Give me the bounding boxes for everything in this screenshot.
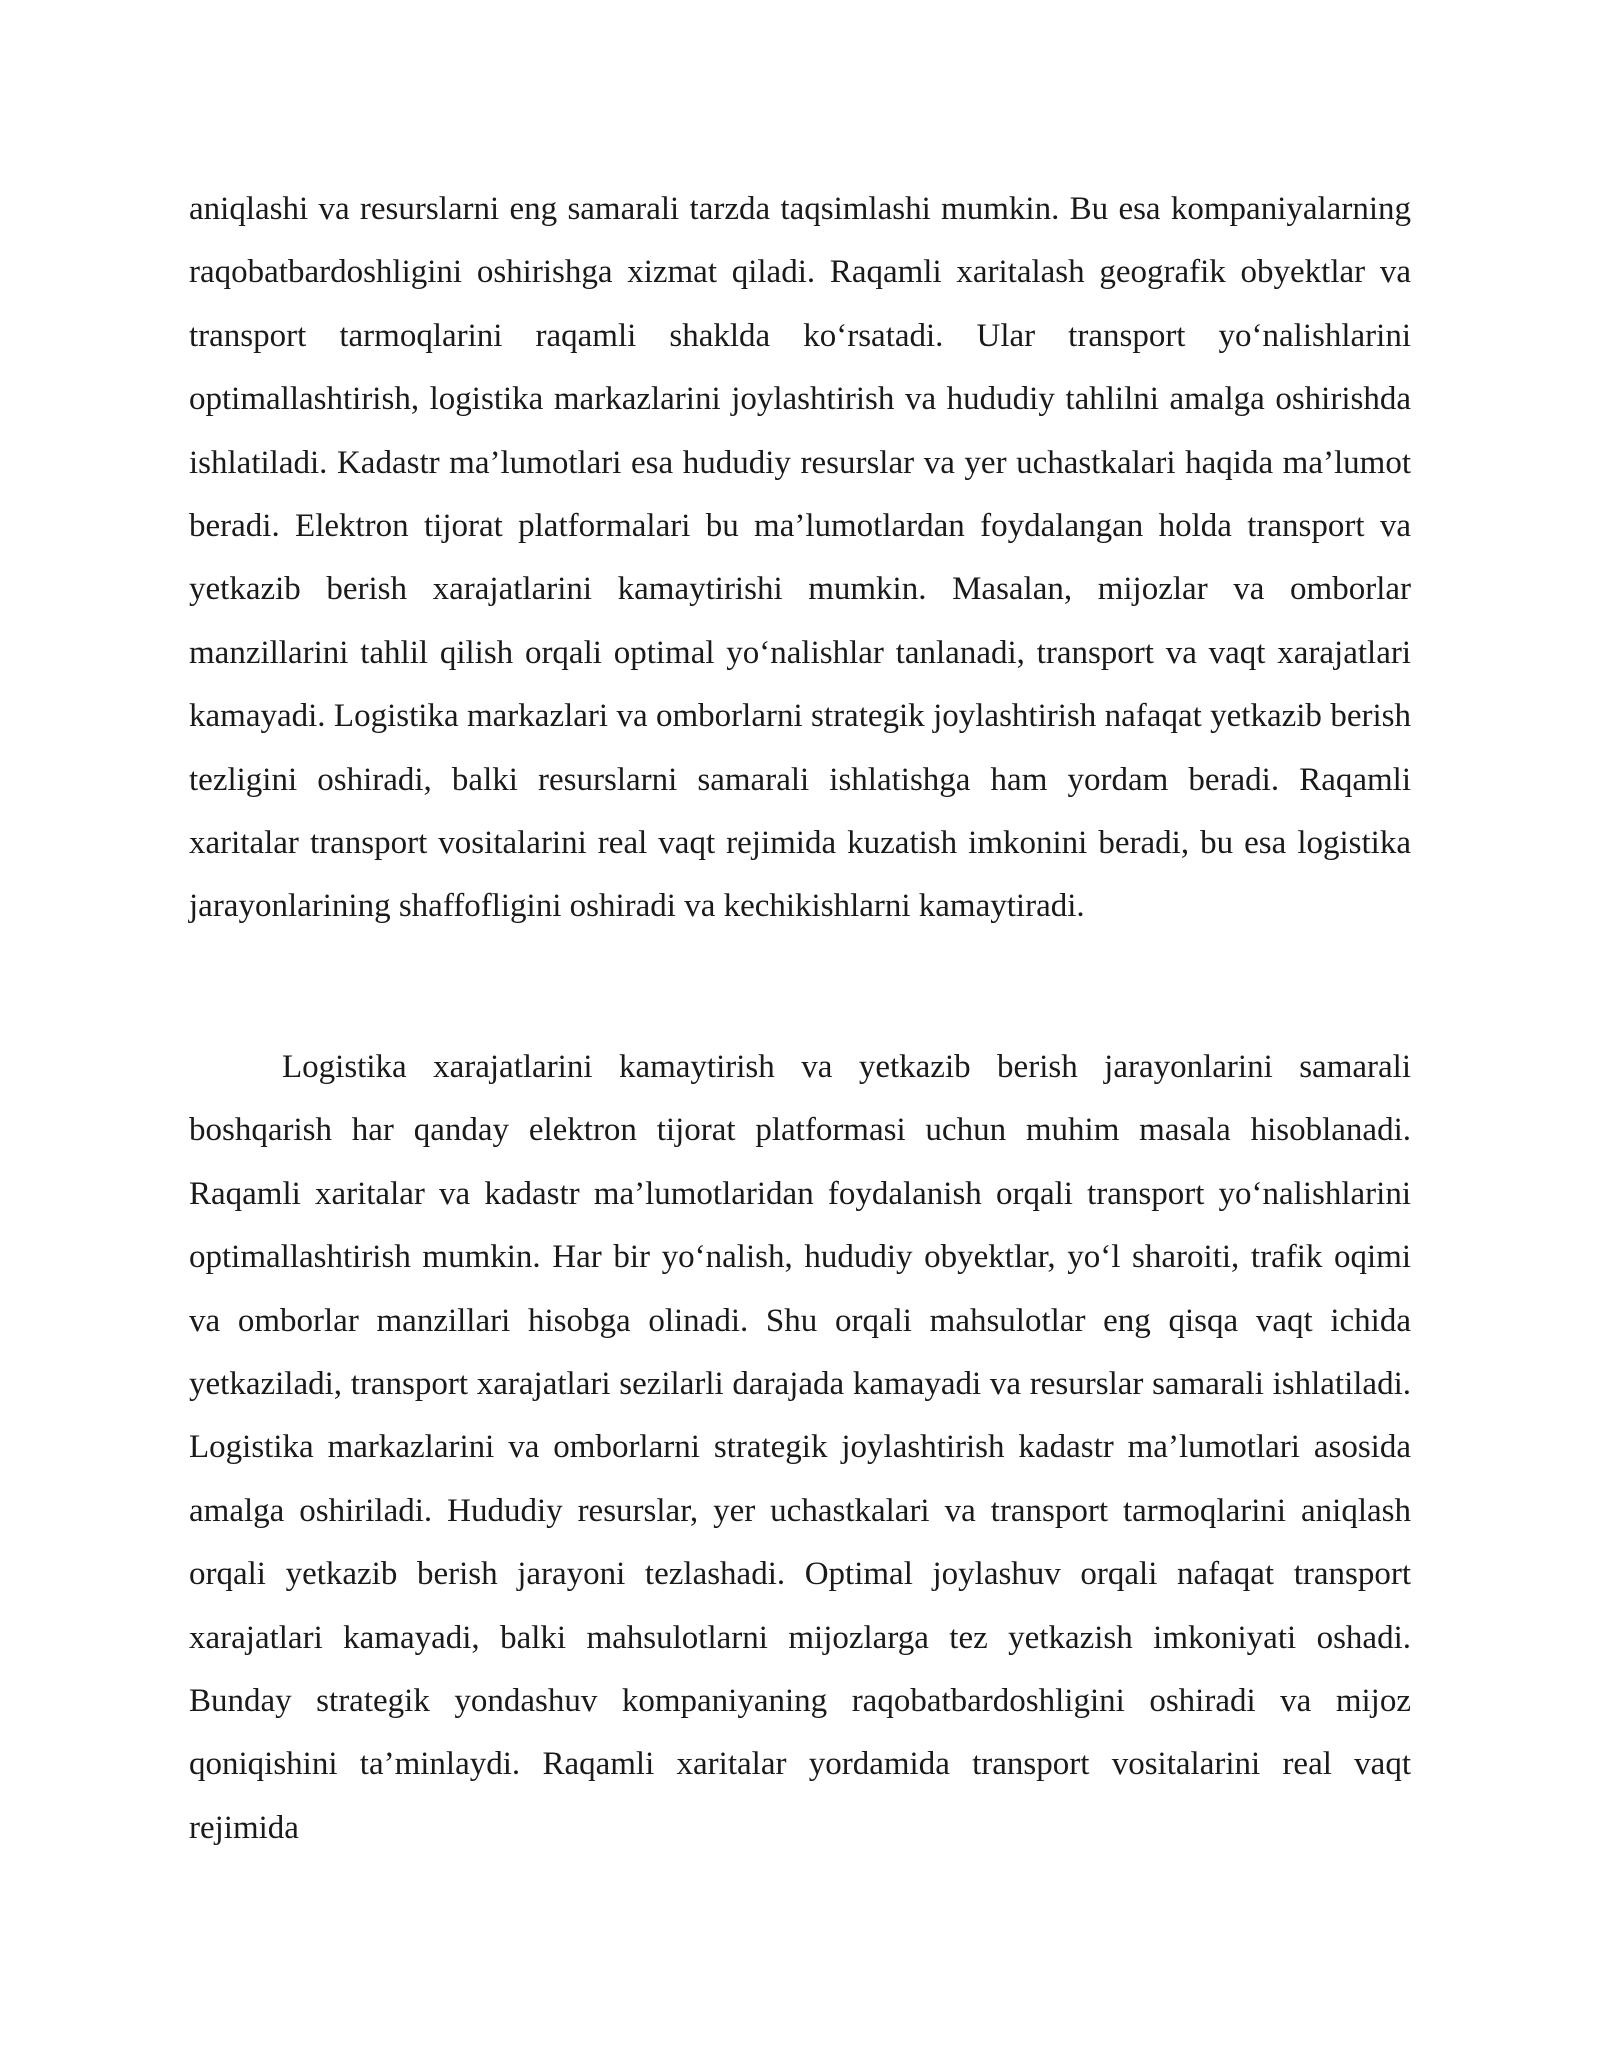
paragraph-1: aniqlashi va resurslarni eng samarali tarzda taqsimlashi mumkin. Bu esa kompaniyalarning raqobatbardoshligini oshirishga xizmat qiladi. Raqamli xaritalash geografik obyektlar va transport tarmoqlarini raqamli shaklda ko‘rsatadi. Ular transport yo‘nalishlarini optimallashtirish, logistika markazlarini joylashtirish va hududiy tahlilni amalga oshirishda ishlatiladi. Kadastr ma’lumotlari esa hududiy resurslar va yer uchastkalari haqida ma’lumot beradi. Elektron tijorat platformalari bu ma’lumotlardan foydalangan holda transport va yetkazib berish xarajatlarini kamaytirishi mumkin. Masalan, mijozlar va omborlar manzillarini tahlil qilish orqali optimal yo‘nalishlar tanlanadi, transport va vaqt xarajatlari kamayadi. Logistika markazlari va omborlarni strategik joylashtirish nafaqat yetkazib berish tezligini oshiradi, balki resurslarni samarali ishlatishga ham yordam beradi. Raqamli xaritalar transport vositalarini real vaqt rejimida kuzatish imkonini beradi, bu esa logistika jarayonlarining shaffofligini oshiradi va kechikishlarni kamaytiradi. bbox=[189, 191, 1411, 925]
paragraph-2: Logistika xarajatlarini kamaytirish va yetkazib berish jarayonlarini samarali boshqarish har qanday elektron tijorat platformasi uchun muhim masala hisoblanadi. Raqamli xaritalar va kadastr ma’lumotlaridan foydalanish orqali transport yo‘nalishlarini optimallashtirish mumkin. Har bir yo‘nalish, hududiy obyektlar, yo‘l sharoiti, trafik oqimi va omborlar manzillari hisobga olinadi. Shu orqali mahsulotlar eng qisqa vaqt ichida yetkaziladi, transport xarajatlari sezilarli darajada kamayadi va resurslar samarali ishlatiladi. Logistika markazlarini va omborlarni strategik joylashtirish kadastr ma’lumotlari asosida amalga oshiriladi. Hududiy resurslar, yer uchastkalari va transport tarmoqlarini aniqlash orqali yetkazib berish jarayoni tezlashadi. Optimal joylashuv orqali nafaqat transport xarajatlari kamayadi, balki mahsulotlarni mijozlarga tez yetkazish imkoniyati oshadi. Bunday strategik yondashuv kompaniyaning raqobatbardoshligini oshiradi va mijoz qoniqishini ta’minlaydi. Raqamli xaritalar yordamida transport vositalarini real vaqt rejimida bbox=[189, 1049, 1411, 1846]
